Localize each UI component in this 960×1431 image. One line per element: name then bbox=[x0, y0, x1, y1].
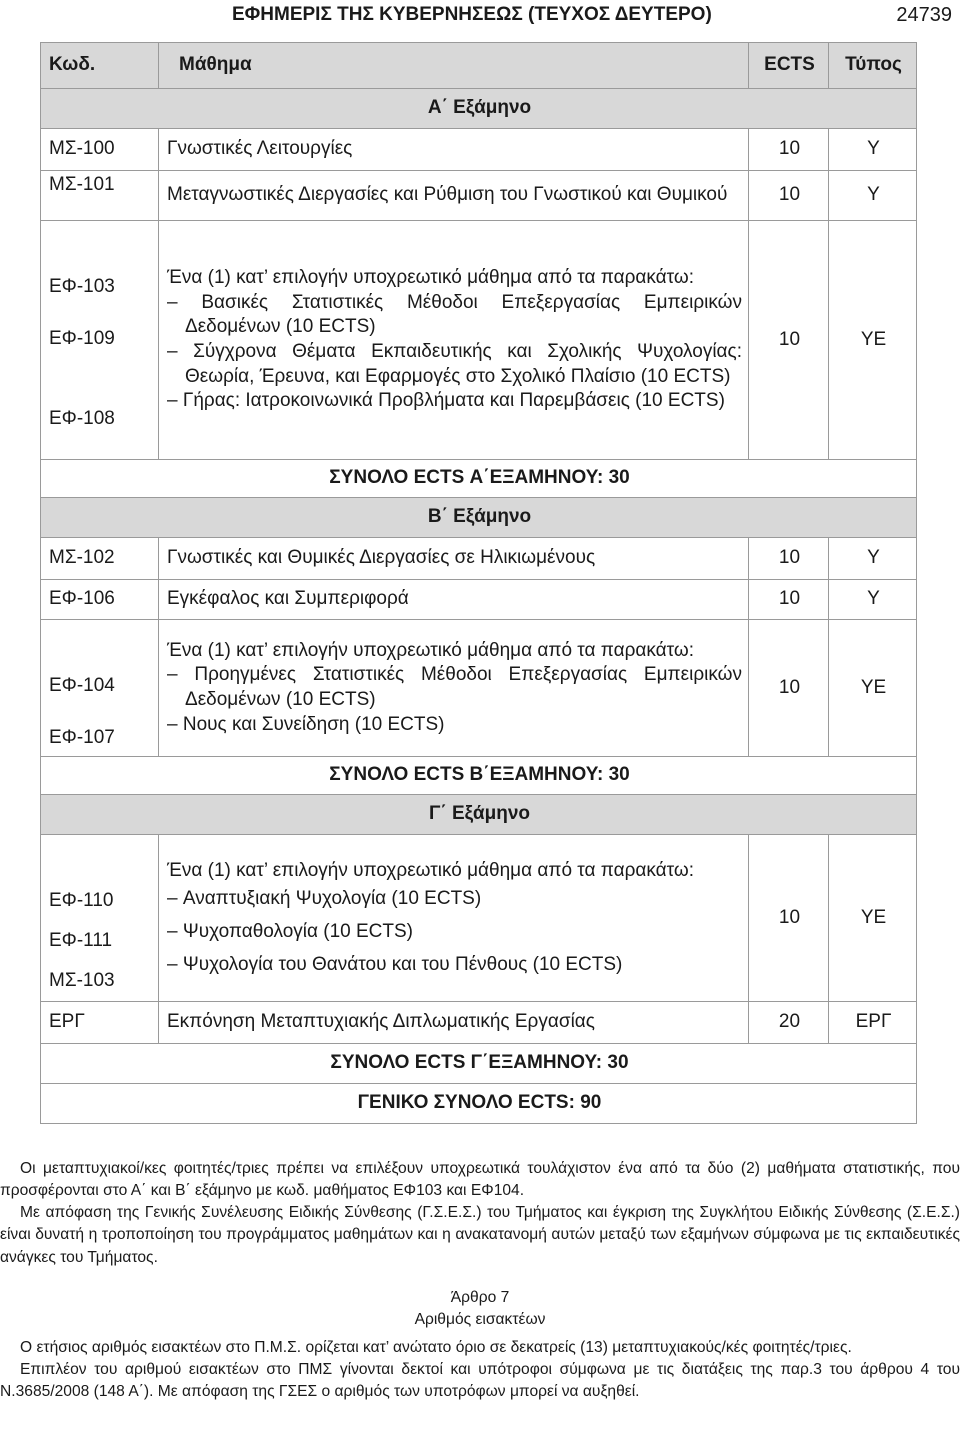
course-code: ΕΦ-110 bbox=[49, 890, 114, 911]
elective-row bbox=[41, 835, 917, 1002]
course-ects: 10 bbox=[749, 171, 829, 221]
elective-option: – Ψυχοπαθολογία (10 ECTS) bbox=[167, 920, 742, 953]
course-type: Υ bbox=[829, 580, 917, 620]
elective-list bbox=[159, 620, 749, 757]
course-code: ΕΦ-107 bbox=[49, 727, 115, 748]
article-title: Άρθρο 7 bbox=[450, 1288, 510, 1306]
table-row bbox=[41, 171, 917, 221]
elective-codes bbox=[41, 221, 159, 460]
course-title: Εγκέφαλος και Συμπεριφορά bbox=[159, 580, 749, 620]
course-ects: 10 bbox=[749, 129, 829, 171]
semester-a-total-row bbox=[41, 460, 917, 498]
course-title: Μεταγνωστικές Διεργασίες και Ρύθμιση του Γνωστικού και Θυμικού bbox=[159, 171, 749, 221]
page-header bbox=[0, 4, 960, 30]
note-paragraph: Οι μεταπτυχιακοί/κες φοιτητές/τριες πρέπει να επιλέξουν υποχρεωτικά τουλάχιστον ένα από τα δύο (2) μαθήματα στατιστικής, που προσφέρονται στο Α΄ και Β΄ εξάμηνο με κωδ. μαθήματος ΕΦ103 και ΕΦ104. bbox=[0, 1160, 960, 1200]
elective-intro: Ένα (1) κατ’ επιλογήν υποχρεωτικό μάθημα από τα παρακάτω: bbox=[167, 859, 695, 881]
table-row bbox=[41, 1002, 917, 1044]
elective-option: – Βασικές Στατιστικές Μέθοδοι Επεξεργασίας Εμπειρικών Δεδομένων (10 ECTS) bbox=[167, 291, 742, 340]
course-code: ΕΦ-108 bbox=[49, 408, 115, 429]
course-code: ΕΦ-106 bbox=[41, 580, 159, 620]
course-code: ΜΣ-102 bbox=[41, 538, 159, 580]
table-row bbox=[41, 538, 917, 580]
elective-list bbox=[159, 835, 749, 1002]
course-type: ΥΕ bbox=[829, 620, 917, 757]
course-code: ΕΡΓ bbox=[41, 1002, 159, 1044]
gazette-title: ΕΦΗΜΕΡΙΣ ΤΗΣ ΚΥΒΕΡΝΗΣΕΩΣ (ΤΕΥΧΟΣ ΔΕΥΤΕΡΟ) bbox=[232, 4, 712, 25]
elective-option: – Σύγχρονα Θέματα Εκπαιδευτικής και Σχολικής Ψυχολογίας: Θεωρία, Έρευνα, και Εφαρμογές στο Σχολικό Πλαίσιο (10 ECTS) bbox=[167, 340, 742, 389]
course-code: ΕΦ-109 bbox=[49, 328, 115, 349]
grand-total: ΓΕΝΙΚΟ ΣΥΝΟΛΟ ECTS: 90 bbox=[41, 1084, 917, 1124]
course-type: Υ bbox=[829, 538, 917, 580]
course-type: ΥΕ bbox=[829, 221, 917, 460]
semester-a-row bbox=[41, 89, 917, 129]
curriculum-table bbox=[40, 42, 917, 1124]
course-type: Υ bbox=[829, 171, 917, 221]
table-row bbox=[41, 129, 917, 171]
note-paragraph: Ο ετήσιος αριθμός εισακτέων στο Π.Μ.Σ. ορίζεται κατ’ ανώτατο όριο σε δεκατρείς (13) μεταπτυχιακούς/κές φοιτητές/τριες. bbox=[20, 1338, 852, 1356]
table-row bbox=[41, 580, 917, 620]
course-ects: 10 bbox=[749, 620, 829, 757]
semester-c-total: ΣΥΝΟΛΟ ECTS Γ΄ΕΞΑΜΗΝΟΥ: 30 bbox=[41, 1044, 917, 1084]
course-type: Υ bbox=[829, 129, 917, 171]
elective-list bbox=[159, 221, 749, 460]
elective-codes bbox=[41, 835, 159, 1002]
semester-b-total-row bbox=[41, 757, 917, 795]
elective-row bbox=[41, 221, 917, 460]
course-title: Εκπόνηση Μεταπτυχιακής Διπλωματικής Εργασίας bbox=[159, 1002, 749, 1044]
semester-c-title: Γ΄ Εξάμηνο bbox=[41, 795, 917, 835]
course-title: Γνωστικές και Θυμικές Διεργασίες σε Ηλικιωμένους bbox=[159, 538, 749, 580]
col-course: Μάθημα bbox=[159, 43, 749, 89]
elective-intro: Ένα (1) κατ’ επιλογήν υποχρεωτικό μάθημα από τα παρακάτω: bbox=[167, 266, 695, 288]
semester-c-row bbox=[41, 795, 917, 835]
note-paragraph: Με απόφαση της Γενικής Συνέλευσης Ειδικής Σύνθεσης (Γ.Σ.Ε.Σ.) του Τμήματος και έγκριση της Συγκλήτου Ειδικής Σύνθεσης (Σ.Ε.Σ.) είναι δυνατή η τροποποίηση του προγράμματος μαθημάτων και η ανακατανομή αυτών μεταξύ των εξαμήνων σύμφωνα με τις εκπαιδευτικές ανάγκες του Τμήματος. bbox=[0, 1204, 960, 1266]
semester-b-row bbox=[41, 498, 917, 538]
course-code: ΕΦ-104 bbox=[49, 675, 115, 696]
semester-b-title: Β΄ Εξάμηνο bbox=[41, 498, 917, 538]
semester-b-total: ΣΥΝΟΛΟ ECTS Β΄ΕΞΑΜΗΝΟΥ: 30 bbox=[41, 757, 917, 795]
course-ects: 10 bbox=[749, 538, 829, 580]
elective-row bbox=[41, 620, 917, 757]
elective-option: – Γήρας: Ιατροκοινωνικά Προβλήματα και Παρεμβάσεις (10 ECTS) bbox=[167, 389, 742, 414]
course-code: ΜΣ-101 bbox=[41, 171, 159, 221]
article-subtitle: Αριθμός εισακτέων bbox=[414, 1310, 546, 1328]
course-code: ΜΣ-103 bbox=[49, 970, 115, 991]
col-ects: ECTS bbox=[749, 43, 829, 89]
course-ects: 20 bbox=[749, 1002, 829, 1044]
grand-total-row bbox=[41, 1084, 917, 1124]
course-code: ΕΦ-111 bbox=[49, 930, 113, 951]
elective-option: – Αναπτυξιακή Ψυχολογία (10 ECTS) bbox=[167, 883, 742, 920]
table-header-row bbox=[41, 43, 917, 89]
semester-a-total: ΣΥΝΟΛΟ ECTS Α΄ΕΞΑΜΗΝΟΥ: 30 bbox=[41, 460, 917, 498]
course-code: ΕΦ-103 bbox=[49, 276, 115, 297]
notes-section bbox=[0, 1158, 960, 1403]
course-code: ΜΣ-100 bbox=[41, 129, 159, 171]
elective-option: – Νους και Συνείδηση (10 ECTS) bbox=[167, 713, 742, 738]
course-title: Γνωστικές Λειτουργίες bbox=[159, 129, 749, 171]
col-type: Τύπος bbox=[829, 43, 917, 89]
elective-option: – Ψυχολογία του Θανάτου και του Πένθους (10 ECTS) bbox=[167, 953, 742, 978]
semester-a-title: Α΄ Εξάμηνο bbox=[41, 89, 917, 129]
course-type: ΥΕ bbox=[829, 835, 917, 1002]
col-code: Κωδ. bbox=[41, 43, 159, 89]
semester-c-total-row bbox=[41, 1044, 917, 1084]
elective-option: – Προηγμένες Στατιστικές Μέθοδοι Επεξεργασίας Εμπειρικών Δεδομένων (10 ECTS) bbox=[167, 663, 742, 712]
elective-intro: Ένα (1) κατ’ επιλογήν υποχρεωτικό μάθημα από τα παρακάτω: bbox=[167, 639, 695, 661]
elective-codes bbox=[41, 620, 159, 757]
course-type: ΕΡΓ bbox=[829, 1002, 917, 1044]
note-paragraph: Επιπλέον του αριθμού εισακτέων στο ΠΜΣ γίνονται δεκτοί και υπότροφοι σύμφωνα με τις διατάξεις της παρ.3 του άρθρου 4 του Ν.3685/2008 (148 Α΄). Με απόφαση της ΓΣΕΣ ο αριθμός των υποτρόφων μπορεί να αυξηθεί. bbox=[0, 1361, 960, 1401]
course-ects: 10 bbox=[749, 580, 829, 620]
course-ects: 10 bbox=[749, 221, 829, 460]
course-ects: 10 bbox=[749, 835, 829, 1002]
page-number: 24739 bbox=[896, 4, 952, 26]
